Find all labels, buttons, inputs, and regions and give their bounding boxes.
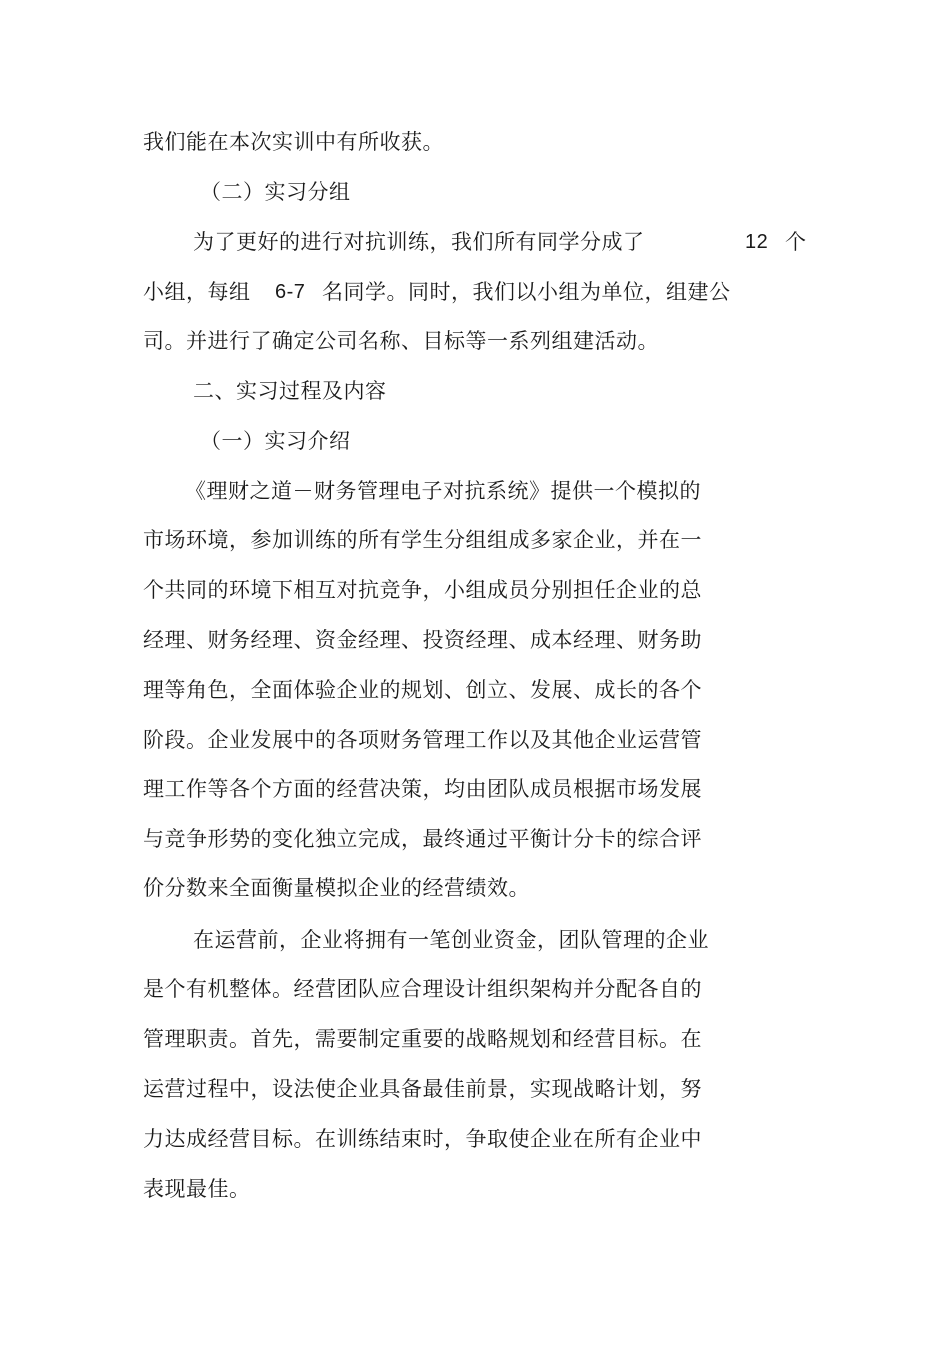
paragraph-line: 与竞争形势的变化独立完成，最终通过平衡计分卡的综合评 bbox=[143, 827, 702, 851]
section-heading: （一）实习介绍 bbox=[200, 429, 351, 453]
paragraph-line: 市场环境，参加训练的所有学生分组组成多家企业，并在一 bbox=[143, 528, 702, 552]
paragraph-line: 理工作等各个方面的经营决策，均由团队成员根据市场发展 bbox=[143, 777, 702, 801]
paragraph-line: 司。并进行了确定公司名称、目标等一系列组建活动。 bbox=[143, 329, 659, 353]
paragraph-line: 价分数来全面衡量模拟企业的经营绩效。 bbox=[143, 876, 530, 900]
paragraph-line: 力达成经营目标。在训练结束时，争取使企业在所有企业中 bbox=[143, 1127, 702, 1151]
paragraph-line: 为了更好的进行对抗训练，我们所有同学分成了 bbox=[193, 230, 645, 254]
paragraph-line: 《理财之道－财务管理电子对抗系统》提供一个模拟的 bbox=[185, 479, 701, 503]
paragraph-line: 表现最佳。 bbox=[143, 1177, 251, 1201]
paragraph-line: 运营过程中，设法使企业具备最佳前景，实现战略计划，努 bbox=[143, 1077, 702, 1101]
paragraph-line: 阶段。企业发展中的各项财务管理工作以及其他企业运营管 bbox=[143, 728, 702, 752]
paragraph-line: 个 bbox=[785, 230, 807, 254]
paragraph-line: 经理、财务经理、资金经理、投资经理、成本经理、财务助 bbox=[143, 628, 702, 652]
section-heading: （二）实习分组 bbox=[200, 180, 351, 204]
paragraph-line: 小组，每组 bbox=[143, 280, 251, 304]
paragraph-line: 我们能在本次实训中有所收获。 bbox=[143, 130, 444, 154]
paragraph-line: 名同学。同时，我们以小组为单位，组建公 bbox=[322, 280, 731, 304]
number-text: 6-7 bbox=[275, 281, 306, 303]
section-heading: 二、实习过程及内容 bbox=[193, 379, 387, 403]
paragraph-line: 管理职责。首先，需要制定重要的战略规划和经营目标。在 bbox=[143, 1027, 702, 1051]
paragraph-line: 在运营前，企业将拥有一笔创业资金，团队管理的企业 bbox=[193, 928, 709, 952]
paragraph-line: 理等角色，全面体验企业的规划、创立、发展、成长的各个 bbox=[143, 678, 702, 702]
paragraph-line: 个共同的环境下相互对抗竞争，小组成员分别担任企业的总 bbox=[143, 578, 702, 602]
paragraph-line: 是个有机整体。经营团队应合理设计组织架构并分配各自的 bbox=[143, 977, 702, 1001]
number-text: 12 bbox=[745, 231, 769, 253]
